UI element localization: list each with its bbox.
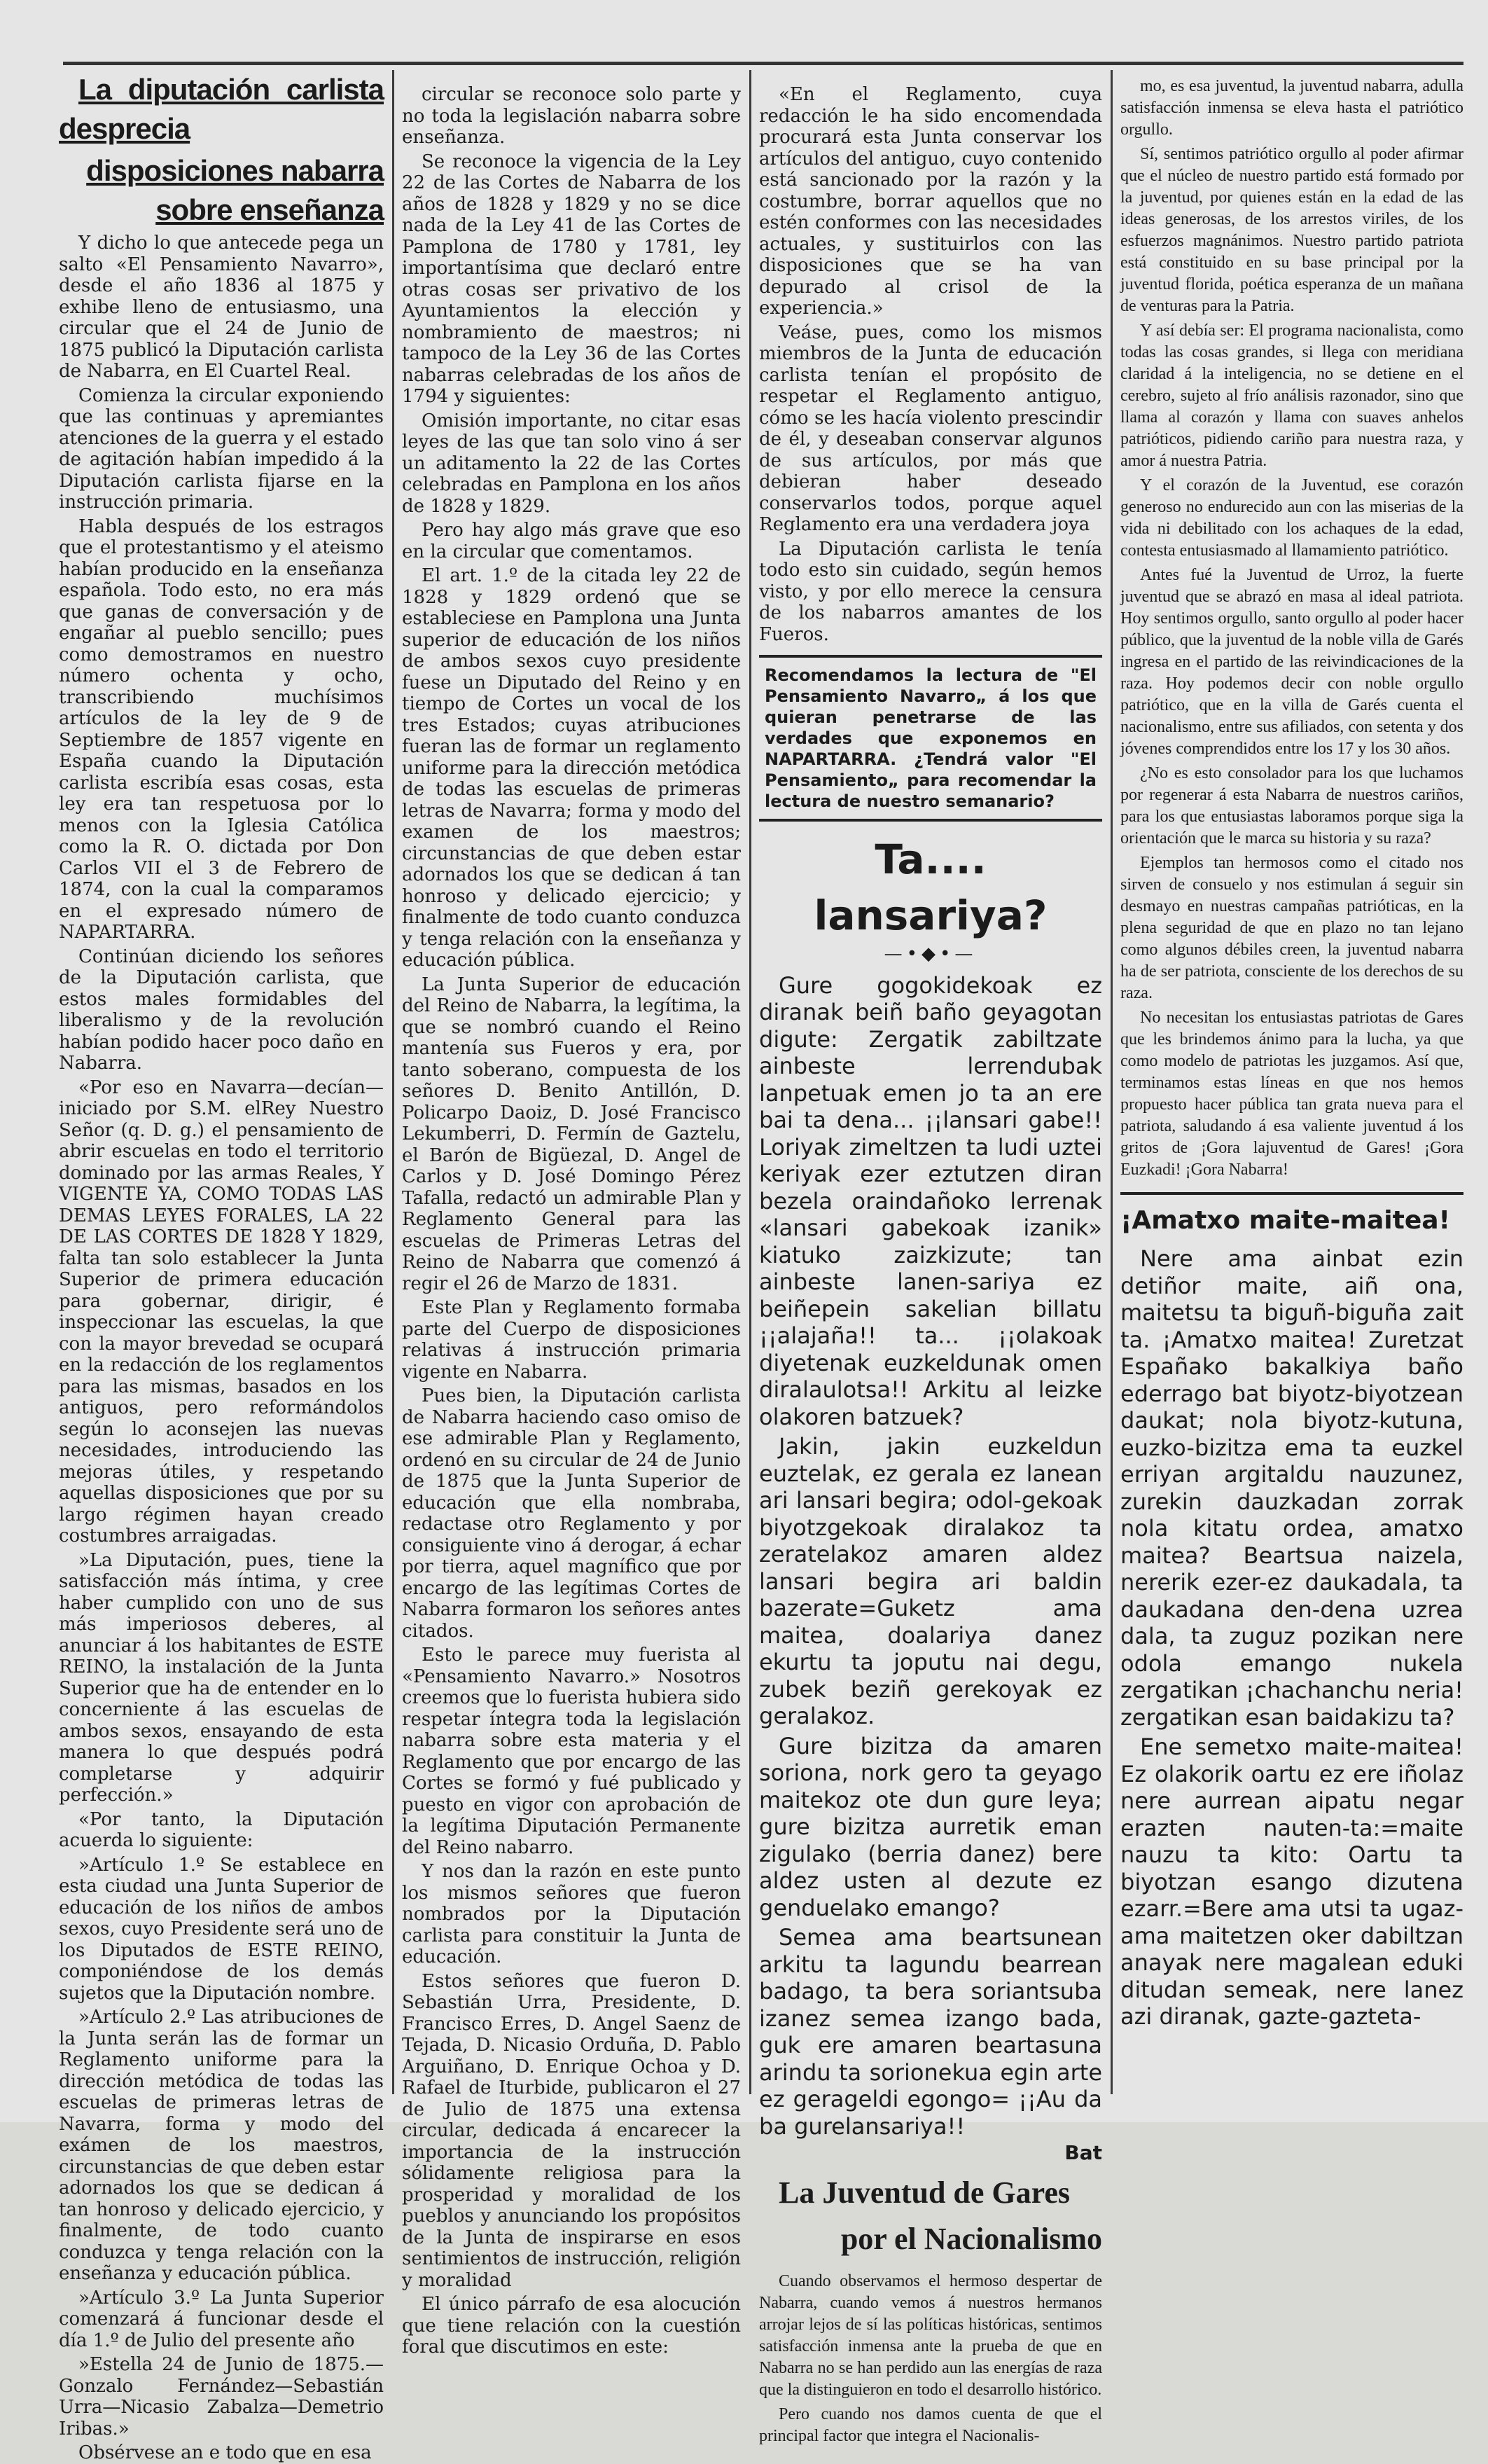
- article-paragraph: Ejemplos tan hermosos como el citado nos sirven de consuelo y nos estimulan á seguir sin desmayo en nuestras campañas patrióticas, en la plena seguridad de que en plazo no tan lejano como algunos débiles creen, la juventud nabarra ha de ser patriota, consciente de los derechos de su raza.: [1120, 854, 1463, 1002]
- article-paragraph: Se reconoce la vigencia de la Ley 22 de las Cortes de Nabarra de los años de 1828 y 1829 y no se dice nada de la Ley 41 de las Cortes de Pamplona de 1780 y 1781, ley importantísima que declaró entre otras cosas ser privativo de los Ayuntamientos la elección y nombramiento de maestros; ni tampoco de la Ley 36 de las Cortes nabarras celebradas de los años de 1794 y siguientes:: [402, 151, 741, 407]
- column-3: [759, 84, 1102, 2445]
- poem-paragraph: Gure bizitza da amaren soriona, nork gero ta geyago maitekoz ote dun gure leya; gure bizitza aurretik eman zigulako (berria danez) bere aldez usten al dezute ez genduelako emango?: [759, 1732, 1102, 1921]
- poem-paragraph: Jakin, jakin euzkeldun euztelak, ez gerala ez lanean ari lansari begira; odol-gekoak biyotzgekoak diralakoz ta zeratelakoz amaren aldez lansari begira ari baldin bazerate=Guketz ama maitea, doalariya danez ekurtu ta joputu nai degu, zubek beziñ gerekoyak ez geralakoz.: [759, 1433, 1102, 1729]
- section-paragraph: Cuando observamos el hermoso despertar de Nabarra, cuando vemos á nuestros hermanos arrojar lejos de sí las políticas históricas, sentimos satisfacción inmensa ante la prueba de que en Nabarra no se han perdido aun las energías de raza que la distinguieron en todo el desarrollo histórico.: [759, 2271, 1102, 2399]
- column-divider: [392, 70, 394, 2094]
- article-paragraph: «En el Reglamento, cuya redacción le ha sido encomendada procurará esta Junta conservar los artículos del antiguo, cuyo contenido está sancionado por la razón y la costumbre, borrar aquellos que no estén conformes con las necesidades actuales, y sustituirlos con las disposiciones que se ha van depurado al crisol de la experiencia.»: [759, 84, 1102, 319]
- section-title-line-2: por el Nacionalismo: [840, 2221, 1102, 2256]
- article-paragraph: Este Plan y Reglamento formaba parte del Cuerpo de disposiciones relativas á instrucción primaria vigente en Nabarra.: [402, 1297, 741, 1383]
- top-rule: [63, 62, 1463, 65]
- advertisement-box: Recomendamos la lectura de "El Pensamiento Navarro„ á los que quieran penetrarse de las verdades que exponemos en NAPARTARRA. ¿Tendrá valor "El Pensamiento„ para recomendar la lectura de nuestro semanario?: [759, 655, 1102, 822]
- column-1: [59, 70, 384, 2463]
- article-paragraph: Comienza la circular exponiendo que las continuas y apremiantes atenciones de la guerra y el estado de agitación habían impedido á la Diputación carlista fijarse en la instrucción primaria.: [59, 385, 384, 513]
- article-paragraph: Pues bien, la Diputación carlista de Nabarra haciendo caso omiso de ese admirable Plan y Reglamento, ordenó en su circular de 24 de Junio de 1875 que la Junta Superior de educación que ella nombraba, redactase otro Reglamento y por consiguiente vino á derogar, á echar por tierra, aquel magnífico que por encargo de las legítimas Cortes de Nabarra formaron los señores antes citados.: [402, 1385, 741, 1642]
- article-title-line-1: La diputación carlista desprecia: [59, 73, 384, 145]
- article-title-line-2: disposiciones nabarra sobre enseñanza: [86, 154, 384, 226]
- article-paragraph: No necesitan los entusiastas patriotas de Gares que les brindemos ánimo para la lucha, ya que como modelo de patriotas les juzgamos. Así que, terminamos estas líneas en que nos hemos propuesto hacer pública tan grata nueva para el patriota, saludando á esa valiente juventud á los gritos de ¡Gora lajuventud de Gares! ¡Gora Euzkadi! ¡Gora Nabarra!: [1120, 1009, 1463, 1179]
- article-paragraph: Antes fué la Juventud de Urroz, la fuerte juventud que se abrazó en masa al ideal patriota. Hoy sentimos orgullo, santo orgullo al poder hacer público, que la juventud de la noble villa de Garés ingresa en el partido de las reivindicaciones de la raza. Hoy podemos decir con noble orgullo patriótico, que en la villa de Garés cuenta el nacionalismo, entre sus afiliados, con setenta y dos jóvenes comprendidos entre los 17 y los 30 años.: [1120, 566, 1463, 758]
- article-paragraph: Y el corazón de la Juventud, ese corazón generoso no endurecido aun con las miserias de la vida ni debilitado con los achaques de la edad, contesta entusiasmado al llamamiento patriótico.: [1120, 476, 1463, 560]
- article-paragraph: El art. 1.º de la citada ley 22 de 1828 y 1829 ordenó que se estableciese en Pamplona una Junta superior de educación de los niños de ambos sexos cuyo presidente fuese un Diputado del Reino y en tiempo de Cortes un vocal de los tres Estados; cuyas atribuciones fueran las de formar un reglamento uniforme para la dirección metódica de todas las escuelas de primeras letras de Navarra; forma y modo del examen de los maestros; circunstancias de que deben estar adornados los que se dedican á tan honroso y delicado ejercicio; y finalmente de todo cuanto conduzca y tenga relación con la enseñanza y educación pública.: [402, 565, 741, 971]
- section-rule: [1120, 1192, 1463, 1195]
- poem-paragraph: Gure gogokidekoak ez diranak beiñ baño geyagotan digute: Zergatik zabiltzate ainbeste lerrendubak lanpetuak emen jo ta an ere bai ta dena... ¡¡lansari gabe!! Loriyak zimeltzen ta ludi uztei keriyak ezer eztutzen diran bezela oraindañoko lerrenak «lansari gabekoak izanik» kiatuko zaizkizute; tan ainbeste lanen-sariya ez beiñepein sakelian billatu ¡¡alajaña!! ta... ¡¡olakoak diyetenak euzkeldunak omen diralaulotsa!! Arkitu al leizke olakoren batzuek?: [759, 971, 1102, 1430]
- column-divider: [749, 70, 751, 2094]
- article-paragraph: Continúan diciendo los señores de la Diputación carlista, que estos males formidables del liberalismo y de la revolución habían podido hacer poco daño en Nabarra.: [59, 946, 384, 1074]
- column-divider: [1111, 70, 1113, 2094]
- column-2: [402, 84, 741, 2358]
- article-paragraph: »Estella 24 de Junio de 1875.—Gonzalo Fernández—Sebastián Urra—Nicasio Zabalza—Demetrio Iribas.»: [59, 2354, 384, 2439]
- article-paragraph: »Artículo 3.º La Junta Superior comenzará á funcionar desde el día 1.º de Julio del presente año: [59, 2287, 384, 2351]
- article-paragraph: Y nos dan la razón en este punto los mismos señores que fueron nombrados por la Diputación carlista para constituir la Junta de educación.: [402, 1861, 741, 1967]
- column-4: [1120, 76, 1463, 2107]
- article-paragraph: Sí, sentimos patriótico orgullo al poder afirmar que el núcleo de nuestro partido está formado por la juventud, por quienes están en la edad de las ideas generosas, de los arrestos viriles, de los esfuerzos magnánimos. Nuestro partido patriota está constituido en su base principal por la juventud florida, poética esperanza de un mañana de venturas para la Patria.: [1120, 145, 1463, 315]
- poem2-title: ¡Amatxo maite-maitea!: [1120, 1206, 1450, 1235]
- poem-paragraph: Semea ama beartsunean arkitu ta lagundu bearrean badago, ta bera soriantsuba izanez semea izango bada, guk ere amaren beartasuna arindu ta sorionekua egin arte ez gerageldi egongo= ¡¡Au da ba gurelansariya!!: [759, 1924, 1102, 2140]
- article-paragraph: ¿No es esto consolador para los que luchamos por regenerar á esta Nabarra de nuestros cariños, para los que entusiastas laboramos porque siga la orientación que le marca su historia y su raza?: [1120, 764, 1463, 847]
- poem-title: Ta.... lansariya?: [814, 836, 1048, 939]
- article-paragraph: «Por eso en Navarra—decían—iniciado por S.M. elRey Nuestro Señor (q. D. g.) el pensamiento de abrir escuelas en todo el territorio dominado por las armas Reales, Y VIGENTE YA, COMO TODAS LAS DEMAS LEYES FORALES, LA 22 DE LAS CORTES DE 1828 Y 1829, falta tan solo establecer la Junta Superior de primera educación para gobernar, dirigir, é inspeccionar las escuelas, la que con la mayor brevedad se ocupará en la redacción de los reglamentos para las mismas, basados en los antiguos, pero reformándolos según lo aconsejen las nuevas necesidades, introduciendo las mejoras útiles, y respetando aquellas disposiciones que por su largo régimen hayan creado costumbres arraigadas.: [59, 1077, 384, 1546]
- article-paragraph: Estos señores que fueron D. Sebastián Urra, Presidente, D. Francisco Erres, D. Angel Saenz de Tejada, D. Nicasio Orduña, D. Pablo Arguiñano, D. Enrique Ochoa y D. Rafael de Iturbide, publicaron el 27 de Julio de 1875 una extensa circular, dedicada á encarecer la importancia de la instrucción sólidamente religiosa para la prosperidad y moralidad de los pueblos y anunciando los propósitos de la Junta de inspirarse en esos sentimientos de instrucción, religión y moralidad: [402, 1970, 741, 2291]
- article-paragraph: Pero hay algo más grave que eso en la circular que comentamos.: [402, 520, 741, 562]
- article-paragraph: »Artículo 2.º Las atribuciones de la Junta serán las de formar un Reglamento uniforme para la dirección metódica de todas las escuelas de primeras letras de Navarra, forma y modo del exámen de los maestros, circunstancias de que deben estar adornados los que se dedican á tan honroso y delicado ejercicio, y finalmente, de todo cuanto conduzca y tenga relación con la enseñanza y educación pública.: [59, 2007, 384, 2284]
- article-paragraph: El único párrafo de esa alocución que tiene relación con la cuestión foral que discutimos en este:: [402, 2294, 741, 2358]
- section-paragraph: Pero cuando nos damos cuenta de que el principal factor que integra el Nacionalis-: [759, 2404, 1102, 2445]
- section-title-line-1: La Juventud de Gares: [779, 2175, 1071, 2210]
- article-paragraph: Y así debía ser: El programa nacionalista, como todas las cosas grandes, si llega con meridiana claridad á la inteligencia, no se detiene en el cerebro, sujeto al frío análisis razonador, sino que llama al corazón y llama con suaves anhelos patrióticos, pidiendo cariño para nuestra raza, y amor á nuestra Patria.: [1120, 321, 1463, 470]
- article-paragraph: Y dicho lo que antecede pega un salto «El Pensamiento Navarro», desde el año 1836 al 1875 y exhibe lleno de entusiasmo, una circular que el 24 de Junio de 1875 publicó la Diputación carlista de Nabarra, en El Cuartel Real.: [59, 233, 384, 382]
- article-paragraph: La Diputación carlista le tenía todo esto sin cuidado, según hemos visto, y por ello merece la censura de los nabarros amantes de los Fueros.: [759, 538, 1102, 645]
- article-paragraph: Veáse, pues, como los mismos miembros de la Junta de educación carlista tenían el propósito de respetar el Reglamento antiguo, cómo se les hacía violento prescindir de él, y deseaban conservar algunos de sus artículos, por más que debieran haber deseado conservarlos todos, porque aquel Reglamento era una verdadera joya: [759, 321, 1102, 535]
- ornament: —•◆•—: [884, 943, 978, 964]
- article-paragraph: Habla después de los estragos que el protestantismo y el ateismo habían producido en la enseñanza española. Todo esto, no era más que ganas de conversación y de engañar al pueblo sencillo; pues como demostramos en nuestro número ochenta y ocho, transcribiendo muchísimos artículos de la ley de 9 de Septiembre de 1857 vigente en España cuando la Diputación carlista escribía esas cosas, esta ley era tan respetuosa por lo menos con la Iglesia Católica como la R. O. dictada por Don Carlos VII el 3 de Febrero de 1874, con la cual la comparamos en el expresado número de NAPARTARRA.: [59, 515, 384, 943]
- article-paragraph: circular se reconoce solo parte y no toda la legislación nabarra sobre enseñanza.: [402, 84, 741, 148]
- poem-paragraph: Ene semetxo maite-maitea! Ez olakorik oartu ez ere iñolaz nere aurrean aipatu negar erazten nauten-ta:=maite nauzu ta kito: Oartu ta biyotzan esango dizutena ezarr.=Bere ama utsi ta ugaz-ama maitetzen oker dabiltzan anayak nere magalean eduki ditudan semeak, nere lanez azi diranak, gazte-gazteta-: [1120, 1733, 1463, 2030]
- article-paragraph: »La Diputación, pues, tiene la satisfacción más íntima, y cree haber cumplido con uno de sus más imperiosos deberes, al anunciar á los habitantes de ESTE REINO, la instalación de la Junta Superior que ha de entender en lo concerniente á las escuelas de ambos sexos, ensayando de esta manera lo que después podrá completarse y adquirir perfección.»: [59, 1549, 384, 1806]
- article-paragraph: Obsérvese an e todo que en esa: [78, 2442, 372, 2463]
- poem-signature: Bat: [1064, 2141, 1102, 2164]
- article-paragraph: Esto le parece muy fuerista al «Pensamiento Navarro.» Nosotros creemos que lo fuerista hubiera sido respetar íntegra toda la legislación nabarra sobre esta materia y el Reglamento que por encargo de las Cortes se formó y fué publicado y puesto en vigor con aprobación de la legítima Diputación Permanente del Reino nabarro.: [402, 1645, 741, 1858]
- article-paragraph: «Por tanto, la Diputación acuerda lo siguiente:: [59, 1808, 384, 1851]
- article-paragraph: »Artículo 1.º Se establece en esta ciudad una Junta Superior de educación de los niños de ambos sexos, cuyo Presidente será uno de los Diputados de ESTE REINO, componiéndose de los demás sujetos que la Diputación nombre.: [59, 1854, 384, 2004]
- article-paragraph: mo, es esa juventud, la juventud nabarra, adulla satisfacción inmensa se eleva hasta el patriótico orgullo.: [1120, 77, 1463, 139]
- article-paragraph: La Junta Superior de educación del Reino de Nabarra, la legítima, la que se nombró cuando el Reino mantenía sus Fueros y era, por tanto soberano, compuesta de los señores D. Benito Antillón, D. Policarpo Daoiz, D. José Francisco Lekumberri, D. Fermín de Gaztelu, el Barón de Bigüezal, D. Angel de Carlos y D. José Domingo Pérez Tafalla, redactó un admirable Plan y Reglamento General para las escuelas de Primeras Letras del Reino de Nabarra que comenzó á regir el 26 de Marzo de 1831.: [402, 974, 741, 1294]
- article-paragraph: Omisión importante, no citar esas leyes de las que tan solo vino á ser un aditamento la 22 de las Cortes celebradas en Pamplona en los años de 1828 y 1829.: [402, 410, 741, 517]
- poem-paragraph: Nere ama ainbat ezin detiñor maite, aiñ ona, maitetsu ta biguñ-biguña zait ta. ¡Amatxo maitea! Zuretzat Españako bakalkiya baño ederrago bat biyotz-biyotzean daukat; nola biyotz-kutuna, euzko-bizitza ema ta euzkel erriyan argitaldu nauzunez, zurekin dauzkadan zorrak nola kitatu ordea, amatxo maitea? Beartsua naizela, nererik ezer-ez daukadala, ta daukadana den-dena uzrea dala, ta zuguz pozikan nere odola emango nukela zergatikan ¡chachanchu neria! zergatikan esan baidakizu ta?: [1120, 1245, 1463, 1731]
